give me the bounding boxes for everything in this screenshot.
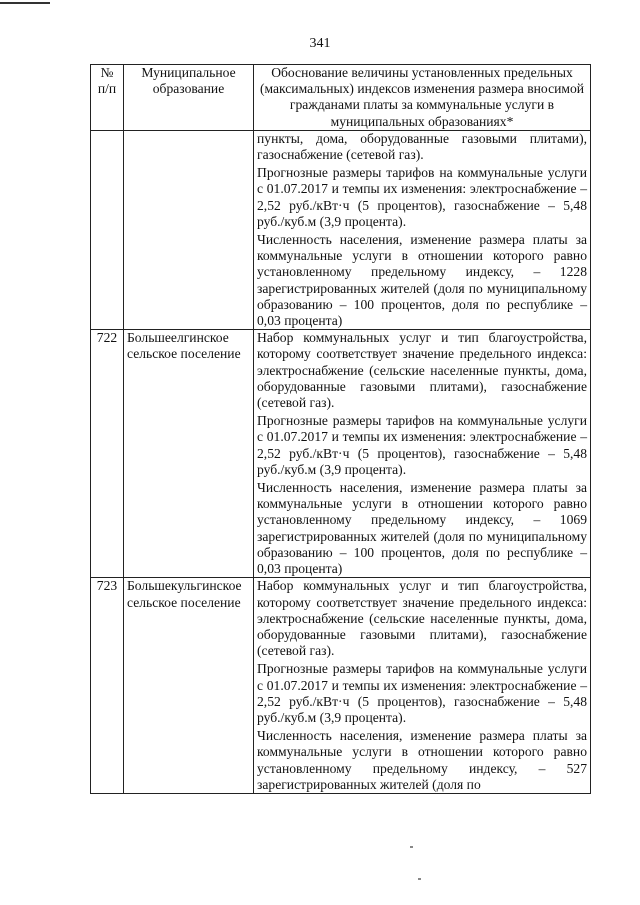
paragraph: Численность населения, изменение размера платы за коммунальные услуги в отношении которого равно установленному предельному индексу, – 1069 зарегистрированных жителей (доля по муниципальному образованию – 100 процентов, доля по республике – 0,03 процента) [257,480,587,577]
row-number: 722 [91,330,124,578]
table-header-row [91,65,591,131]
scan-speck [418,878,421,880]
row-municipality [124,130,254,329]
table-row [91,330,591,578]
paragraph: Прогнозные размеры тарифов на коммунальные услуги с 01.07.2017 и темпы их изменения: электроснабжение – 2,52 руб./кВт·ч (5 процентов), газоснабжение – 5,48 руб./куб.м (3,9 процента). [257,661,587,725]
table-row [91,578,591,794]
row-municipality: Большекульгинское сельское поселение [124,578,254,794]
scan-speck [410,846,413,848]
paragraph: Набор коммунальных услуг и тип благоустройства, которому соответствует значение предельного индекса: электроснабжение (сельские населенные пункты, дома, оборудованные газовыми плитами), газоснабжение (сетевой газ). [257,578,587,659]
page-number: 341 [309,36,331,51]
paragraph: Численность населения, изменение размера платы за коммунальные услуги в отношении которого равно установленному предельному индексу, – 527 зарегистрированных жителей (доля по [257,728,587,792]
row-justification [254,578,591,794]
row-justification [254,330,591,578]
paragraph: пункты, дома, оборудованные газовыми плитами), газоснабжение (сетевой газ). [257,130,587,163]
top-rule [0,2,50,4]
row-municipality: Большеелгинское сельское поселение [124,330,254,578]
row-justification [254,130,591,329]
header-number: № п/п [91,65,124,131]
paragraph: Численность населения, изменение размера платы за коммунальные услуги в отношении которого равно установленному предельному индексу, – 1228 зарегистрированных жителей (доля по муниципальному образованию – 100 процентов, доля по республике – 0,03 процента) [257,232,587,329]
header-municipality: Муниципальное образование [124,65,254,131]
paragraph: Прогнозные размеры тарифов на коммунальные услуги с 01.07.2017 и темпы их изменения: электроснабжение – 2,52 руб./кВт·ч (5 процентов), газоснабжение – 5,48 руб./куб.м (3,9 процента). [257,413,587,477]
paragraph: Набор коммунальных услуг и тип благоустройства, которому соответствует значение предельного индекса: электроснабжение (сельские населенные пункты, дома, оборудованные газовыми плитами), газоснабжение (сетевой газ). [257,330,587,411]
paragraph: Прогнозные размеры тарифов на коммунальные услуги с 01.07.2017 и темпы их изменения: электроснабжение – 2,52 руб./кВт·ч (5 процентов), газоснабжение – 5,48 руб./куб.м (3,9 процента). [257,165,587,229]
header-justification: Обоснование величины установленных предельных (максимальных) индексов изменения размера вносимой гражданами платы за коммунальные услуги в муниципальных образованиях* [254,65,591,131]
row-number: 723 [91,578,124,794]
row-number [91,130,124,329]
tariff-table [90,64,591,794]
table-row [91,130,591,329]
